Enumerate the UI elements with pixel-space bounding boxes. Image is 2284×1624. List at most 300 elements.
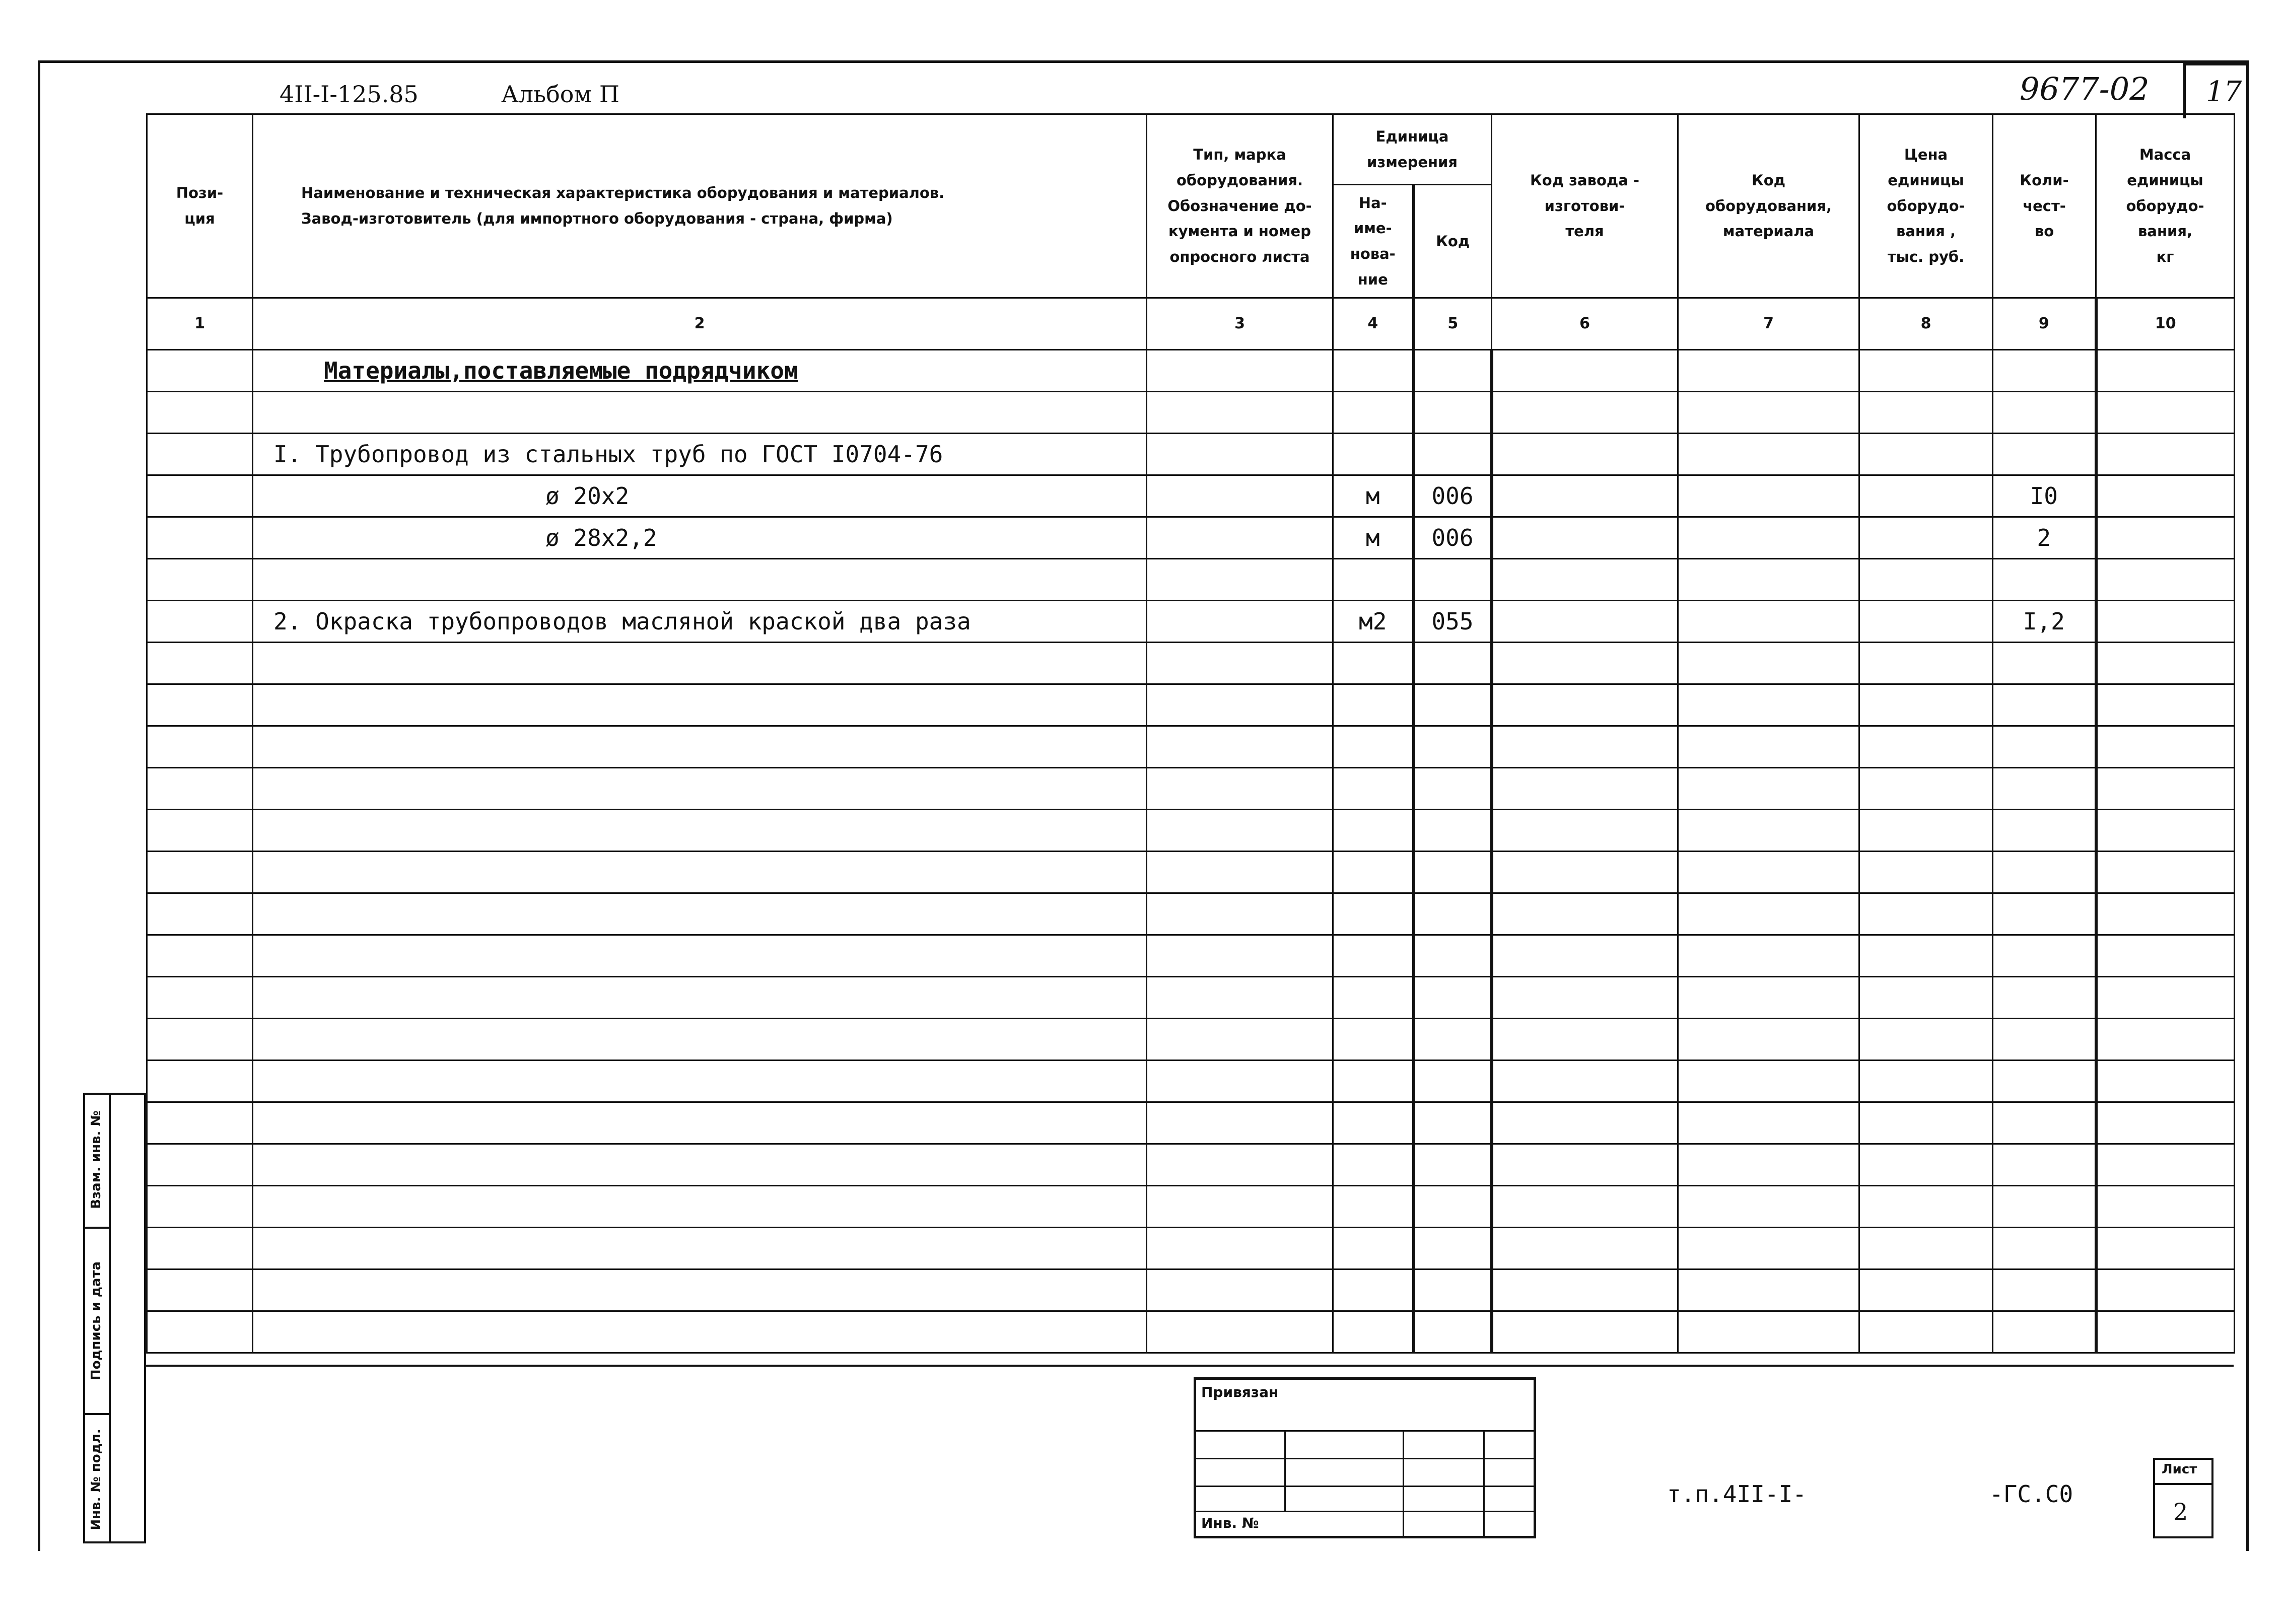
table-cell	[1147, 852, 1333, 893]
table-cell	[1147, 935, 1333, 977]
unit-name-cell	[1333, 559, 1414, 601]
table-cell	[2096, 1019, 2235, 1061]
table-row	[147, 434, 2235, 475]
table-cell	[1859, 935, 1993, 977]
table-cell	[1678, 392, 1859, 434]
document-number: 4II-I-125.85	[280, 81, 419, 108]
table-cell	[1678, 601, 1859, 643]
quantity-cell	[1993, 935, 2096, 977]
table-cell	[2096, 935, 2235, 977]
quantity-cell	[1993, 1061, 2096, 1102]
table-cell	[2096, 852, 2235, 893]
unit-name-cell	[1333, 1061, 1414, 1102]
table-cell	[1859, 852, 1993, 893]
table-cell	[1859, 350, 1993, 392]
item-name-cell	[253, 1311, 1147, 1353]
unit-code-cell	[1414, 643, 1492, 684]
quantity-cell	[1993, 1186, 2096, 1228]
table-row	[147, 977, 2235, 1019]
table-cell	[2096, 726, 2235, 768]
table-cell	[147, 1144, 253, 1186]
table-cell	[147, 350, 253, 392]
table-row	[147, 350, 2235, 392]
table-row	[147, 1186, 2235, 1228]
album-label: Альбом П	[501, 81, 620, 108]
table-row	[147, 392, 2235, 434]
item-name-cell: ø 28x2,2	[253, 517, 1147, 559]
column-number: 4	[1333, 298, 1414, 350]
unit-name-cell	[1333, 434, 1414, 475]
table-cell	[147, 601, 253, 643]
table-cell	[147, 475, 253, 517]
column-header-unit-name: На- име- нова- ние	[1333, 185, 1414, 298]
unit-code-cell	[1414, 392, 1492, 434]
table-cell	[1492, 852, 1678, 893]
unit-code-cell	[1414, 1102, 1492, 1144]
unit-name-cell	[1333, 893, 1414, 935]
table-cell	[1147, 643, 1333, 684]
unit-name-cell	[1333, 350, 1414, 392]
sheet-label: Лист	[2162, 1462, 2197, 1477]
table-cell	[1147, 1019, 1333, 1061]
item-name-cell	[253, 810, 1147, 852]
table-cell	[2096, 1144, 2235, 1186]
table-cell	[2096, 1061, 2235, 1102]
table-cell	[1492, 392, 1678, 434]
table-cell	[147, 643, 253, 684]
table-cell	[1492, 1061, 1678, 1102]
table-cell	[1492, 1102, 1678, 1144]
table-cell	[2096, 768, 2235, 810]
linked-stamp	[1194, 1377, 1536, 1538]
table-cell	[1147, 1269, 1333, 1311]
unit-code-cell	[1414, 893, 1492, 935]
table-cell	[147, 977, 253, 1019]
table-cell	[2096, 350, 2235, 392]
quantity-cell	[1993, 434, 2096, 475]
column-number: 1	[147, 298, 253, 350]
table-cell	[1147, 559, 1333, 601]
table-cell	[1678, 852, 1859, 893]
specification-table	[146, 113, 2235, 1354]
column-number: 7	[1678, 298, 1859, 350]
table-cell	[1859, 475, 1993, 517]
table-cell	[1678, 1228, 1859, 1269]
quantity-cell	[1993, 852, 2096, 893]
table-cell	[1492, 1144, 1678, 1186]
quantity-cell	[1993, 1228, 2096, 1269]
item-name-cell	[253, 726, 1147, 768]
table-cell	[2096, 392, 2235, 434]
item-name-cell: I. Трубопровод из стальных труб по ГОСТ I0704-76	[253, 434, 1147, 475]
table-cell	[2096, 1269, 2235, 1311]
quantity-cell	[1993, 726, 2096, 768]
quantity-cell	[1993, 1144, 2096, 1186]
title-block-top-line	[146, 1365, 2234, 1367]
table-cell	[1859, 726, 1993, 768]
unit-code-cell	[1414, 1019, 1492, 1061]
item-name-cell: 2. Окраска трубопроводов масляной краской два раза	[253, 601, 1147, 643]
table-cell	[1678, 434, 1859, 475]
item-name-cell	[253, 852, 1147, 893]
item-name-cell	[253, 392, 1147, 434]
unit-name-cell: м2	[1333, 601, 1414, 643]
table-cell	[1859, 810, 1993, 852]
unit-name-cell	[1333, 643, 1414, 684]
table-cell	[2096, 684, 2235, 726]
item-name-cell	[253, 893, 1147, 935]
unit-name-cell: м	[1333, 475, 1414, 517]
column-number: 6	[1492, 298, 1678, 350]
table-cell	[147, 768, 253, 810]
table-cell	[1678, 768, 1859, 810]
table-cell	[2096, 1102, 2235, 1144]
column-header-factory-code: Код завода - изготови- теля	[1492, 114, 1678, 298]
table-cell	[1678, 1019, 1859, 1061]
stamp-line	[1284, 1430, 1286, 1511]
table-cell	[1492, 643, 1678, 684]
item-name-cell	[253, 559, 1147, 601]
table-cell	[1678, 1102, 1859, 1144]
item-name-cell	[253, 977, 1147, 1019]
table-cell	[1147, 977, 1333, 1019]
quantity-cell	[1993, 1311, 2096, 1353]
table-row	[147, 517, 2235, 559]
table-cell	[1492, 726, 1678, 768]
unit-name-cell	[1333, 1269, 1414, 1311]
table-cell	[2096, 559, 2235, 601]
table-cell	[1492, 434, 1678, 475]
table-cell	[1492, 1228, 1678, 1269]
table-cell	[147, 1019, 253, 1061]
unit-name-cell	[1333, 1102, 1414, 1144]
table-row	[147, 1311, 2235, 1353]
designation-suffix: -ГС.С0	[1989, 1480, 2073, 1508]
side-label-signature-date: Подпись и дата	[83, 1229, 111, 1415]
quantity-cell	[1993, 1269, 2096, 1311]
unit-code-cell	[1414, 684, 1492, 726]
item-name-cell	[253, 1269, 1147, 1311]
unit-code-cell	[1414, 810, 1492, 852]
quantity-cell	[1993, 559, 2096, 601]
unit-code-cell	[1414, 1228, 1492, 1269]
item-name-cell	[253, 684, 1147, 726]
table-cell	[1147, 350, 1333, 392]
unit-name-cell	[1333, 768, 1414, 810]
quantity-cell	[1993, 977, 2096, 1019]
table-cell	[147, 1102, 253, 1144]
column-header-unit-code: Код	[1414, 185, 1492, 298]
table-cell	[1859, 601, 1993, 643]
table-cell	[1492, 977, 1678, 1019]
item-name-cell	[253, 935, 1147, 977]
table-row	[147, 1269, 2235, 1311]
table-cell	[147, 392, 253, 434]
table-cell	[1859, 1311, 1993, 1353]
table-cell	[2096, 810, 2235, 852]
table-cell	[147, 1061, 253, 1102]
table-cell	[1678, 684, 1859, 726]
table-cell	[2096, 601, 2235, 643]
item-name-cell: ø 20x2	[253, 475, 1147, 517]
column-number: 3	[1147, 298, 1333, 350]
table-cell	[1859, 1228, 1993, 1269]
unit-code-cell	[1414, 1144, 1492, 1186]
unit-code-cell	[1414, 1269, 1492, 1311]
unit-name-cell	[1333, 1311, 1414, 1353]
table-cell	[1678, 935, 1859, 977]
handwritten-code: 9677-02	[2020, 70, 2150, 107]
table-cell	[1859, 643, 1993, 684]
table-cell	[147, 810, 253, 852]
unit-name-cell	[1333, 726, 1414, 768]
table-cell	[1147, 810, 1333, 852]
item-name-cell	[253, 643, 1147, 684]
quantity-cell	[1993, 643, 2096, 684]
column-header-equipment-code: Код оборудования, материала	[1678, 114, 1859, 298]
table-cell	[147, 893, 253, 935]
table-cell	[1678, 1061, 1859, 1102]
unit-name-cell	[1333, 810, 1414, 852]
unit-code-cell: 006	[1414, 475, 1492, 517]
table-cell	[147, 1311, 253, 1353]
quantity-cell	[1993, 1102, 2096, 1144]
table-cell	[1678, 1186, 1859, 1228]
table-cell	[1859, 1144, 1993, 1186]
table-cell	[1492, 684, 1678, 726]
table-cell	[1859, 1102, 1993, 1144]
table-cell	[147, 726, 253, 768]
column-number: 8	[1859, 298, 1993, 350]
table-cell	[1859, 434, 1993, 475]
quantity-cell	[1993, 893, 2096, 935]
unit-code-cell	[1414, 852, 1492, 893]
item-name-cell	[253, 1186, 1147, 1228]
table-cell	[147, 434, 253, 475]
unit-code-cell	[1414, 726, 1492, 768]
item-name-cell	[253, 768, 1147, 810]
table-row	[147, 475, 2235, 517]
table-cell	[1678, 475, 1859, 517]
quantity-cell	[1993, 810, 2096, 852]
table-cell	[1678, 977, 1859, 1019]
table-cell	[1147, 475, 1333, 517]
quantity-cell: I0	[1993, 475, 2096, 517]
sheet-number: 2	[2173, 1498, 2188, 1525]
table-cell	[1859, 893, 1993, 935]
table-cell	[1859, 1186, 1993, 1228]
table-row	[147, 601, 2235, 643]
table-cell	[147, 1269, 253, 1311]
table-cell	[1492, 1269, 1678, 1311]
column-header-name: Наименование и техническая характеристика оборудования и материалов. Завод-изготовитель (для импортного оборудования - страна, фирма)	[253, 114, 1147, 298]
unit-name-cell	[1333, 1019, 1414, 1061]
unit-name-cell	[1333, 1186, 1414, 1228]
quantity-cell: I,2	[1993, 601, 2096, 643]
table-cell	[1678, 1269, 1859, 1311]
unit-code-cell: 055	[1414, 601, 1492, 643]
item-name-cell	[253, 1019, 1147, 1061]
table-cell	[1859, 1061, 1993, 1102]
designation: т.п.4II-I-	[1667, 1480, 1807, 1508]
unit-name-cell	[1333, 935, 1414, 977]
table-cell	[1147, 601, 1333, 643]
column-number: 2	[253, 298, 1147, 350]
table-cell	[1678, 1144, 1859, 1186]
table-cell	[2096, 1228, 2235, 1269]
table-cell	[2096, 1186, 2235, 1228]
unit-code-cell	[1414, 559, 1492, 601]
unit-name-cell	[1333, 684, 1414, 726]
table-cell	[2096, 643, 2235, 684]
quantity-cell	[1993, 768, 2096, 810]
table-cell	[1147, 1228, 1333, 1269]
table-cell	[1859, 977, 1993, 1019]
table-cell	[2096, 893, 2235, 935]
table-cell	[1492, 893, 1678, 935]
table-row	[147, 684, 2235, 726]
table-cell	[1492, 1311, 1678, 1353]
table-cell	[1147, 1144, 1333, 1186]
item-name-cell	[253, 1144, 1147, 1186]
table-cell	[1147, 392, 1333, 434]
table-row	[147, 1144, 2235, 1186]
table-cell	[1492, 768, 1678, 810]
table-cell	[1678, 350, 1859, 392]
column-number: 5	[1414, 298, 1492, 350]
table-cell	[1492, 350, 1678, 392]
table-cell	[147, 1228, 253, 1269]
table-row	[147, 643, 2235, 684]
table-cell	[2096, 1311, 2235, 1353]
unit-name-cell	[1333, 852, 1414, 893]
table-cell	[1678, 517, 1859, 559]
table-cell	[2096, 517, 2235, 559]
table-cell	[1859, 684, 1993, 726]
column-header-unit-group: Единица измерения	[1333, 114, 1492, 185]
column-number: 10	[2096, 298, 2235, 350]
linked-label: Привязан	[1201, 1384, 1279, 1400]
unit-code-cell	[1414, 977, 1492, 1019]
unit-code-cell	[1414, 935, 1492, 977]
table-row	[147, 935, 2235, 977]
table-cell	[1859, 559, 1993, 601]
table-cell	[2096, 434, 2235, 475]
table-cell	[1147, 1311, 1333, 1353]
sheet-box-divider	[2153, 1483, 2213, 1485]
page-number: 17	[2206, 76, 2242, 108]
stamp-line	[1403, 1430, 1404, 1538]
table-row	[147, 893, 2235, 935]
table-cell	[1859, 768, 1993, 810]
table-cell	[1147, 893, 1333, 935]
quantity-cell	[1993, 684, 2096, 726]
quantity-cell	[1993, 392, 2096, 434]
table-cell	[1147, 1186, 1333, 1228]
side-label-replacement-inv: Взам. инв. №	[83, 1093, 111, 1229]
unit-name-cell	[1333, 1144, 1414, 1186]
unit-name-cell	[1333, 392, 1414, 434]
quantity-cell: 2	[1993, 517, 2096, 559]
table-row	[147, 1061, 2235, 1102]
table-cell	[1147, 434, 1333, 475]
column-number: 9	[1993, 298, 2096, 350]
table-row	[147, 726, 2235, 768]
column-header-quantity: Коли- чест- во	[1993, 114, 2096, 298]
table-cell	[1859, 1019, 1993, 1061]
unit-code-cell	[1414, 1061, 1492, 1102]
unit-name-cell	[1333, 977, 1414, 1019]
table-row	[147, 1228, 2235, 1269]
column-header-type: Тип, марка оборудования. Обозначение до- кумента и номер опросного листа	[1147, 114, 1333, 298]
table-cell	[1147, 1061, 1333, 1102]
table-cell	[1492, 935, 1678, 977]
column-header-position: Пози- ция	[147, 114, 253, 298]
quantity-cell	[1993, 350, 2096, 392]
table-cell	[1492, 1019, 1678, 1061]
table-row	[147, 810, 2235, 852]
unit-code-cell	[1414, 1311, 1492, 1353]
inventory-label: Инв. №	[1201, 1515, 1259, 1531]
table-cell	[1678, 1311, 1859, 1353]
table-cell	[1859, 517, 1993, 559]
unit-name-cell	[1333, 1228, 1414, 1269]
unit-code-cell	[1414, 350, 1492, 392]
table-cell	[1147, 726, 1333, 768]
table-cell	[1492, 559, 1678, 601]
quantity-cell	[1993, 1019, 2096, 1061]
table-cell	[1492, 601, 1678, 643]
table-cell	[1678, 559, 1859, 601]
table-cell	[1147, 1102, 1333, 1144]
table-cell	[147, 935, 253, 977]
table-row	[147, 1102, 2235, 1144]
stamp-line	[1483, 1430, 1485, 1538]
unit-code-cell	[1414, 434, 1492, 475]
table-cell	[1147, 768, 1333, 810]
unit-name-cell: м	[1333, 517, 1414, 559]
table-cell	[1859, 392, 1993, 434]
table-cell	[1678, 810, 1859, 852]
unit-code-cell: 006	[1414, 517, 1492, 559]
table-cell	[147, 559, 253, 601]
table-cell	[1859, 1269, 1993, 1311]
table-cell	[1492, 517, 1678, 559]
table-cell	[147, 517, 253, 559]
table-row	[147, 559, 2235, 601]
table-cell	[1147, 517, 1333, 559]
table-cell	[1678, 893, 1859, 935]
column-header-mass: Масса единицы оборудо- вания, кг	[2096, 114, 2235, 298]
table-cell	[147, 684, 253, 726]
item-name-cell: Материалы,поставляемые подрядчиком	[253, 350, 1147, 392]
table-cell	[1492, 1186, 1678, 1228]
table-body	[147, 350, 2235, 1353]
item-name-cell	[253, 1061, 1147, 1102]
table-cell	[147, 852, 253, 893]
unit-code-cell	[1414, 1186, 1492, 1228]
table-cell	[147, 1186, 253, 1228]
table-cell	[1492, 475, 1678, 517]
table-cell	[2096, 475, 2235, 517]
table-cell	[1678, 643, 1859, 684]
item-name-cell	[253, 1102, 1147, 1144]
table-cell	[1147, 684, 1333, 726]
table-cell	[2096, 977, 2235, 1019]
table-row	[147, 768, 2235, 810]
item-name-cell	[253, 1228, 1147, 1269]
column-header-price: Цена единицы оборудо- вания , тыс. руб.	[1859, 114, 1993, 298]
